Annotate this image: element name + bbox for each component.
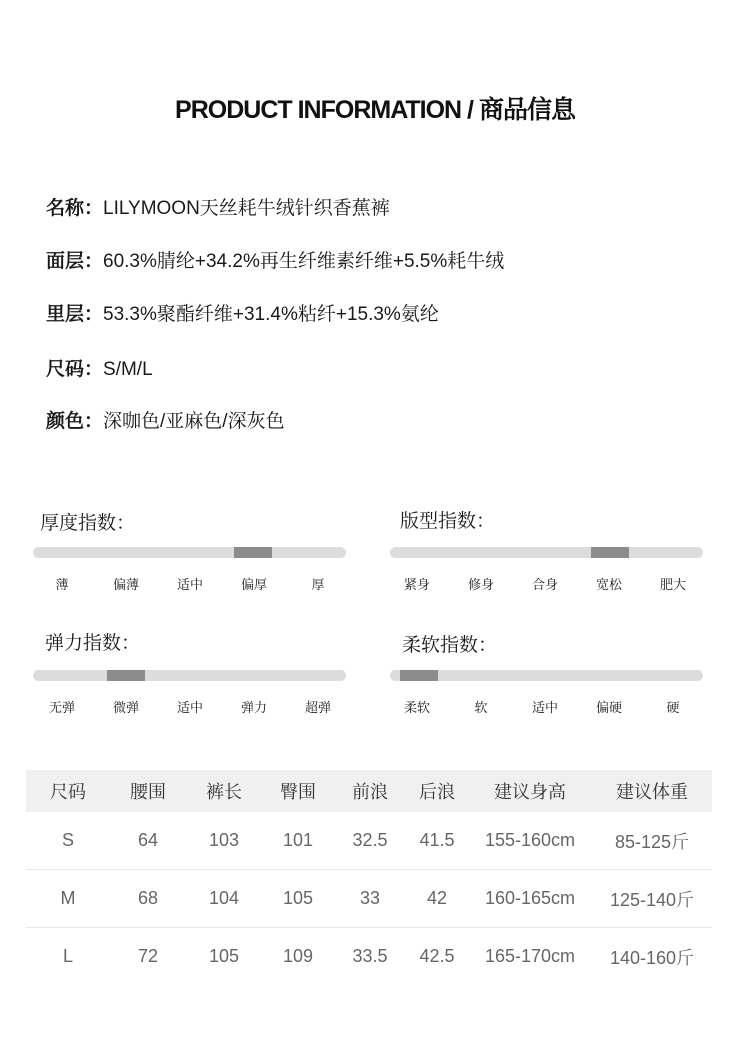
table-cell: 85-125斤 bbox=[614, 831, 690, 852]
elasticity-level: 无弹 bbox=[48, 700, 75, 715]
info-value: 深咖色/亚麻色/深灰色 bbox=[103, 411, 285, 432]
softness-level: 软 bbox=[474, 700, 488, 715]
softness-index-title: 柔软指数： bbox=[402, 635, 498, 656]
header-cell: 臀围 bbox=[280, 782, 316, 802]
table-cell: 42 bbox=[426, 888, 448, 908]
table-cell: 32.5 bbox=[352, 830, 388, 850]
softness-level: 硬 bbox=[666, 700, 680, 715]
info-value: 60.3%腈纶+34.2%再生纤维素纤维+5.5%耗牛绒 bbox=[103, 251, 505, 272]
fit-level: 合身 bbox=[531, 577, 558, 592]
table-cell: 140-160斤 bbox=[609, 947, 695, 968]
table-cell: 155-160cm bbox=[484, 830, 576, 850]
table-cell: 103 bbox=[208, 830, 240, 850]
info-key: 颜色： bbox=[46, 411, 104, 432]
thickness-index-indicator bbox=[234, 547, 272, 558]
header-cell: 腰围 bbox=[130, 782, 166, 802]
table-cell: 64 bbox=[137, 830, 159, 850]
table-cell: 33 bbox=[359, 888, 381, 908]
thickness-index-title: 厚度指数： bbox=[40, 513, 136, 534]
elasticity-index-indicator bbox=[107, 670, 145, 681]
info-row-name bbox=[46, 193, 390, 220]
elasticity-level: 适中 bbox=[176, 700, 203, 715]
thickness-level: 偏薄 bbox=[112, 577, 139, 592]
elasticity-level: 弹力 bbox=[240, 700, 267, 715]
info-value: S/M/L bbox=[103, 359, 153, 380]
table-row bbox=[26, 928, 712, 985]
header-cell: 裤长 bbox=[206, 782, 242, 802]
table-cell: M bbox=[60, 888, 76, 908]
table-cell: 165-170cm bbox=[484, 946, 576, 966]
table-cell: 41.5 bbox=[419, 830, 455, 850]
table-cell: 72 bbox=[137, 946, 159, 966]
elasticity-index-track bbox=[33, 670, 346, 681]
info-key: 里层： bbox=[46, 304, 104, 325]
fit-level: 宽松 bbox=[595, 577, 622, 592]
table-cell: L bbox=[62, 946, 73, 966]
info-row-color bbox=[46, 406, 285, 433]
softness-level: 适中 bbox=[531, 700, 558, 715]
size-table-header bbox=[26, 770, 712, 812]
table-cell: 101 bbox=[282, 830, 314, 850]
table-cell: 105 bbox=[282, 888, 314, 908]
info-row-outer-layer bbox=[46, 246, 504, 273]
table-cell: 109 bbox=[282, 946, 314, 966]
elasticity-level: 超弹 bbox=[304, 700, 331, 715]
table-cell: S bbox=[61, 830, 74, 850]
softness-level: 柔软 bbox=[403, 700, 430, 715]
table-cell: 160-165cm bbox=[484, 888, 576, 908]
fit-level: 紧身 bbox=[403, 577, 430, 592]
softness-index-indicator bbox=[400, 670, 438, 681]
thickness-level: 薄 bbox=[55, 577, 69, 592]
table-cell: 42.5 bbox=[419, 946, 455, 966]
thickness-level: 偏厚 bbox=[240, 577, 267, 592]
info-key: 面层： bbox=[46, 251, 104, 272]
table-cell: 105 bbox=[208, 946, 240, 966]
table-cell: 68 bbox=[137, 888, 159, 908]
info-row-inner-layer bbox=[46, 299, 439, 326]
header-cell: 尺码 bbox=[50, 782, 86, 802]
elasticity-index-title: 弹力指数： bbox=[45, 633, 141, 654]
info-key: 尺码： bbox=[46, 359, 104, 380]
fit-index-track bbox=[390, 547, 703, 558]
thickness-level: 厚 bbox=[311, 577, 325, 592]
fit-level: 修身 bbox=[467, 577, 494, 592]
info-row-size bbox=[46, 354, 153, 381]
table-cell: 33.5 bbox=[352, 946, 388, 966]
info-value: 53.3%聚酯纤维+31.4%粘纤+15.3%氨纶 bbox=[103, 304, 439, 325]
info-value: LILYMOON天丝耗牛绒针织香蕉裤 bbox=[103, 198, 390, 219]
softness-index-track bbox=[390, 670, 703, 681]
softness-level: 偏硬 bbox=[595, 700, 622, 715]
header-cell: 建议体重 bbox=[616, 782, 688, 802]
table-row bbox=[26, 870, 712, 928]
header-cell: 建议身高 bbox=[494, 782, 566, 802]
page-title: PRODUCT INFORMATION / 商品信息 bbox=[175, 96, 575, 124]
fit-index-title: 版型指数： bbox=[400, 511, 496, 532]
thickness-level: 适中 bbox=[176, 577, 203, 592]
fit-index-indicator bbox=[591, 547, 629, 558]
info-key: 名称： bbox=[46, 198, 104, 219]
fit-level: 肥大 bbox=[659, 577, 686, 592]
header-cell: 后浪 bbox=[419, 782, 455, 802]
table-cell: 104 bbox=[208, 888, 240, 908]
header-cell: 前浪 bbox=[352, 782, 388, 802]
table-row bbox=[26, 812, 712, 870]
size-table bbox=[26, 770, 712, 985]
elasticity-level: 微弹 bbox=[112, 700, 139, 715]
table-cell: 125-140斤 bbox=[609, 889, 695, 910]
thickness-index-track bbox=[33, 547, 346, 558]
